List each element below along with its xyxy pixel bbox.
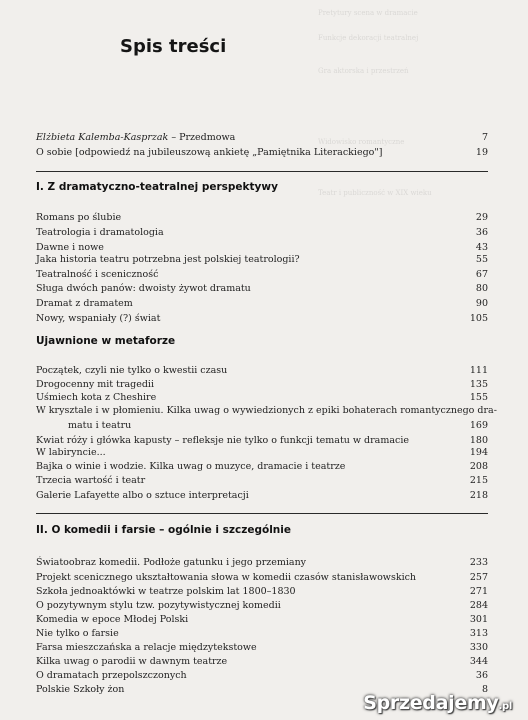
entry-title: Kwiat róży i główka kapusty – refleksje nie tylko o funkcji tematu w dramacie bbox=[36, 435, 409, 446]
page-number: 111 bbox=[469, 365, 488, 376]
ghost-line: Gra aktorska i przestrzeń bbox=[318, 67, 409, 75]
page-number: 330 bbox=[469, 642, 488, 653]
toc-entry bbox=[36, 670, 488, 681]
toc-entry bbox=[36, 227, 488, 238]
toc-entry bbox=[36, 405, 497, 416]
entry-title: Drogocenny mit tragedii bbox=[36, 379, 155, 390]
page-number: 8 bbox=[481, 684, 488, 695]
entry-title: Projekt scenicznego ukształtowania słowa w komedii czasów stanisławowskich bbox=[36, 572, 417, 583]
section-divider bbox=[36, 513, 488, 514]
entry-title: Światoobraz komedii. Podłoże gatunku i jego przemiany bbox=[36, 557, 307, 568]
ghost-line: Funkcje dekoracji teatralnej bbox=[318, 34, 419, 42]
page-number: 36 bbox=[475, 227, 488, 238]
page-number: 344 bbox=[469, 656, 488, 667]
toc-entry bbox=[36, 557, 488, 568]
page-number: 19 bbox=[475, 147, 488, 158]
entry-title: Teatralność i sceniczność bbox=[36, 269, 159, 280]
toc-entry bbox=[36, 147, 488, 158]
page-number: 105 bbox=[469, 313, 488, 324]
toc-entry bbox=[36, 435, 488, 446]
page-number: 215 bbox=[469, 475, 488, 486]
entry-title: Uśmiech kota z Cheshire bbox=[36, 392, 157, 403]
section-title: II. O komedii i farsie – ogólnie i szczególnie bbox=[36, 524, 291, 536]
entry-title: W krysztale i w płomieniu. Kilka uwag o wywiedzionych z epiki bohaterach romantycznego dra- bbox=[36, 405, 497, 416]
entry-title: Początek, czyli nie tylko o kwestii czasu bbox=[36, 365, 228, 376]
entry-title: Jaka historia teatru potrzebna jest polskiej teatrologii? bbox=[36, 254, 300, 265]
entry-title: Polskie Szkoły żon bbox=[36, 684, 125, 695]
entry-title: Komedia w epoce Młodej Polski bbox=[36, 614, 189, 625]
entry-title: W labiryncie... bbox=[36, 447, 106, 458]
page-number: 208 bbox=[469, 461, 488, 472]
entry-title: – Przedmowa bbox=[168, 132, 236, 143]
page-number: 90 bbox=[475, 298, 488, 309]
entry-title: Bajka o winie i wodzie. Kilka uwag o muzyce, dramacie i teatrze bbox=[36, 461, 346, 472]
toc-entry bbox=[36, 475, 488, 486]
toc-entry bbox=[36, 242, 488, 253]
toc-entry bbox=[36, 420, 488, 431]
page-number: 313 bbox=[469, 628, 488, 639]
entry-title: Sługa dwóch panów: dwoisty żywot dramatu bbox=[36, 283, 251, 294]
entry-title: Galerie Lafayette albo o sztuce interpretacji bbox=[36, 490, 249, 501]
section-title: I. Z dramatyczno-teatralnej perspektywy bbox=[36, 181, 278, 193]
page-number: 194 bbox=[469, 447, 488, 458]
page-number: 55 bbox=[475, 254, 488, 265]
toc-entry bbox=[36, 628, 488, 639]
watermark-text: Sprzedajemy bbox=[363, 692, 499, 714]
page-number: 257 bbox=[469, 572, 488, 583]
page-number: 301 bbox=[469, 614, 488, 625]
ghost-line: Teatr i publiczność w XIX wieku bbox=[318, 189, 432, 197]
watermark-suffix: .pl bbox=[498, 701, 512, 712]
page-number: 43 bbox=[475, 242, 488, 253]
toc-entry bbox=[36, 313, 488, 324]
ghost-line: Widowisko romantyczne bbox=[318, 138, 405, 146]
entry-title: Kilka uwag o parodii w dawnym teatrze bbox=[36, 656, 228, 667]
toc-entry bbox=[36, 600, 488, 611]
entry-title: Dawne i nowe bbox=[36, 242, 104, 253]
page-number: 80 bbox=[475, 283, 488, 294]
toc-entry bbox=[36, 656, 488, 667]
entry-title: Farsa mieszczańska a relacje międzytekstowe bbox=[36, 642, 257, 653]
page-number: 67 bbox=[475, 269, 488, 280]
entry-title: Nowy, wspaniały (?) świat bbox=[36, 313, 161, 324]
entry-title: O dramatach przepolszczonych bbox=[36, 670, 187, 681]
page-number: 180 bbox=[469, 435, 488, 446]
toc-entry bbox=[36, 298, 488, 309]
toc-entry bbox=[36, 365, 488, 376]
toc-entry bbox=[36, 379, 488, 390]
author-name: Elżbieta Kalemba-Kasprzak bbox=[36, 132, 169, 143]
page-number: 284 bbox=[469, 600, 488, 611]
entry-title: Szkoła jednoaktówki w teatrze polskim lat 1800–1830 bbox=[36, 586, 296, 597]
toc-entry bbox=[36, 572, 488, 583]
toc-entry bbox=[36, 254, 488, 265]
page-number: 135 bbox=[469, 379, 488, 390]
toc-entry bbox=[36, 269, 488, 280]
toc-entry bbox=[36, 586, 488, 597]
page-number: 155 bbox=[469, 392, 488, 403]
watermark-logo bbox=[363, 692, 512, 714]
toc-entry bbox=[36, 392, 488, 403]
page-number: 36 bbox=[475, 670, 488, 681]
page-title: Spis treści bbox=[120, 36, 227, 57]
page-number: 271 bbox=[469, 586, 488, 597]
toc-entry bbox=[36, 447, 488, 458]
toc-entry bbox=[36, 490, 488, 501]
entry-title: O pozytywnym stylu tzw. pozytywistycznej komedii bbox=[36, 600, 281, 611]
page-number: 233 bbox=[469, 557, 488, 568]
ghost-line: Pretytury scena w dramacie bbox=[318, 9, 418, 17]
entry-title: Dramat z dramatem bbox=[36, 298, 133, 309]
section-title: Ujawnione w metaforze bbox=[36, 335, 176, 347]
entry-title: Nie tylko o farsie bbox=[36, 628, 119, 639]
toc-entry bbox=[36, 642, 488, 653]
page-number: 7 bbox=[481, 132, 488, 143]
page-number: 169 bbox=[469, 420, 488, 431]
page-number: 218 bbox=[469, 490, 488, 501]
bleed-through-text bbox=[318, 0, 518, 199]
toc-entry bbox=[36, 212, 488, 223]
page-number: 29 bbox=[475, 212, 488, 223]
toc-entry bbox=[36, 132, 488, 143]
entry-title: O sobie [odpowiedź na jubileuszową ankietę „Pamiętnika Literackiego"] bbox=[36, 147, 383, 158]
entry-title: Romans po ślubie bbox=[36, 212, 122, 223]
toc-entry bbox=[36, 461, 488, 472]
section-divider bbox=[36, 171, 488, 172]
toc-entry bbox=[36, 614, 488, 625]
entry-title: matu i teatru bbox=[68, 420, 132, 431]
toc-entry bbox=[36, 283, 488, 294]
entry-title: Teatrologia i dramatologia bbox=[36, 227, 164, 238]
entry-title: Trzecia wartość i teatr bbox=[36, 475, 146, 486]
